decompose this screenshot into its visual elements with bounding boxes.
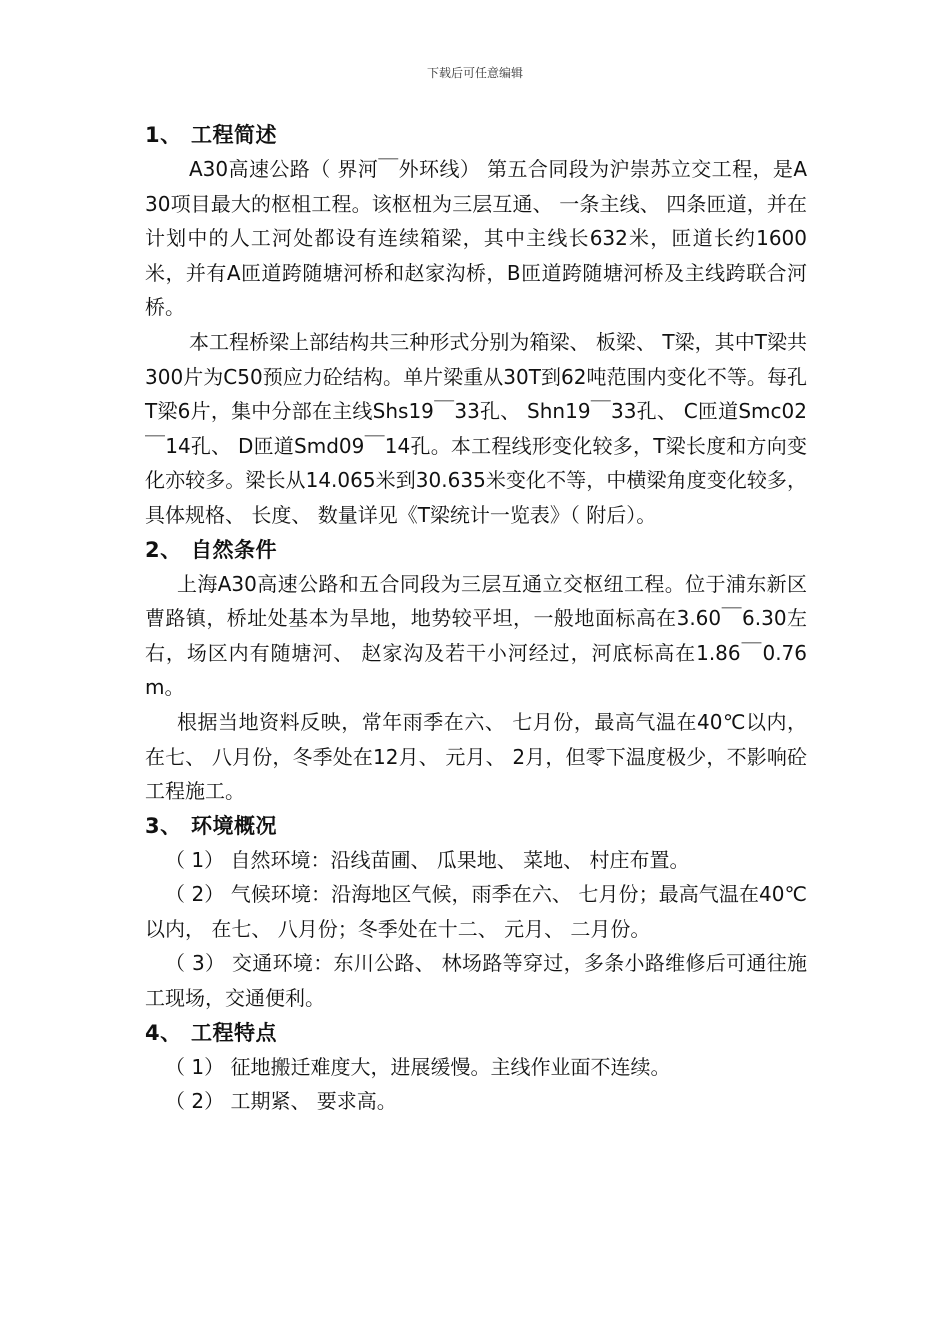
section-title: 工程简述	[191, 123, 277, 147]
document-body	[145, 118, 807, 1119]
paragraph: 本工程桥梁上部结构共三种形式分别为箱梁、 板梁、 T梁，其中T梁共300片为C50预应力砼结构。单片梁重从30T到62吨范围内变化不等。每孔T梁6片，集中分部在主线Shs19￣33孔、 Shn19￣33孔、 C匝道Smc02￣14孔、 D匝道Smd09￣14孔。本工程线形变化较多，T梁长度和方向变化亦较多。梁长从14.065米到30.635米变化不等，中横梁角度变化较多，具体规格、 长度、 数量详见《T梁统计一览表》（ 附后）。	[145, 329, 807, 527]
section-title: 环境概况	[191, 813, 277, 838]
paragraph: 上海A30高速公路和五合同段为三层互通立交枢纽工程。位于浦东新区曹路镇，桥址处基本为旱地，地势较平坦，一般地面标高在3.60￣6.30左右，场区内有随塘河、 赵家沟及若干小河经过，河底标高在1.86￣0.76m。	[145, 571, 807, 700]
section-number: 3、	[145, 813, 182, 838]
list-item: （ 1） 自然环境：沿线苗圃、 瓜果地、 菜地、 村庄布置。	[165, 847, 690, 872]
paragraph: 根据当地资料反映，常年雨季在六、 七月份，最高气温在40℃以内，在七、 八月份，冬季处在12月、 元月、 2月，但零下温度极少，不影响砼工程施工。	[145, 709, 807, 804]
section-title: 工程特点	[191, 1020, 277, 1045]
paragraph: A30高速公路（ 界河￣外环线） 第五合同段为沪崇苏立交工程，是A30项目最大的枢柤工程。该枢杻为三层互通、 一条主线、 四条匝道，并在计划中的人工河处都设有连续箱梁，其中主线长632米，匝道长约1600米，并有A匝道跨随塘河桥和赵家沟桥，B匝道跨随塘河桥及主线跨联合河桥。	[145, 157, 807, 320]
section-heading-2	[145, 533, 807, 567]
section-number: 1、	[145, 123, 182, 147]
section-heading-1	[145, 118, 807, 152]
page-header: 下载后可任意编辑	[426, 66, 523, 80]
section-title: 自然条件	[191, 537, 277, 562]
section-number: 2、	[145, 537, 182, 562]
section-heading-3	[145, 809, 807, 843]
section-heading-4	[145, 1016, 807, 1050]
list-item: （ 2） 工期紧、 要求高。	[165, 1089, 397, 1114]
list-item: （ 3） 交通环境：东川公路、 林场路等穿过，多条小路维修后可通往施工现场，交通便利。	[145, 951, 807, 1011]
list-item: （ 2） 气候环境：沿海地区气候，雨季在六、 七月份；最高气温在40℃以内， 在七、 八月份；冬季处在十二、 元月、 二月份。	[145, 882, 807, 941]
list-item: （ 1） 征地搬迁难度大，进展缓慢。主线作业面不连续。	[165, 1054, 671, 1079]
section-number: 4、	[145, 1020, 182, 1045]
